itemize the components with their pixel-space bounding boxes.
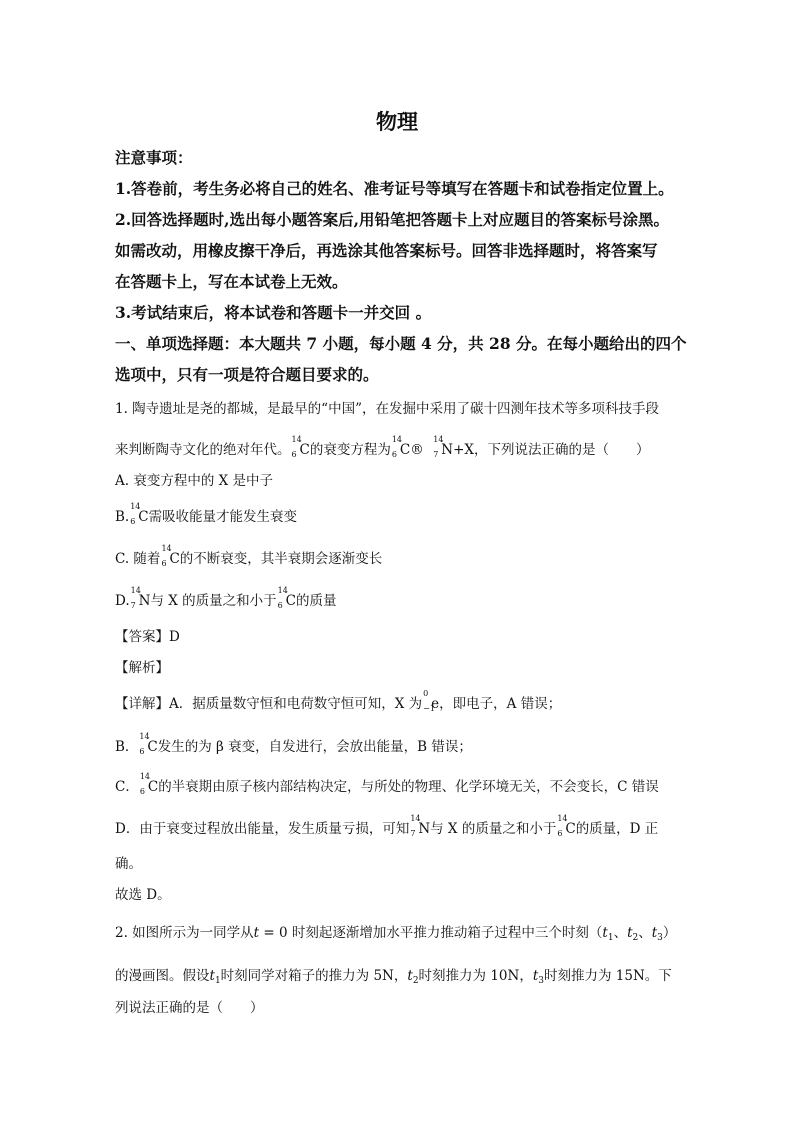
q1-option-b: B. 14 6 C需吸收能量才能发生衰变: [115, 502, 298, 526]
notice-item-3: 3.考试结束后，将本试卷和答题卡一并交回 。: [115, 303, 432, 322]
detail-d-cont: 确。: [115, 856, 142, 872]
detail-d: D．由于衰变过程放出能量，发生质量亏损，可知 14 7 N与 X 的质量之和小于 14 6 C的质量，D 正: [115, 814, 659, 838]
q2-stem-line1: 2. 如图所示为一同学从t = 0 时刻起逐渐增加水平推力推动箱子过程中三个时刻（$t_1$、$t_2$、$t_3$）: [115, 925, 677, 943]
q2-stem-line3: 列说法正确的是（ ）: [115, 1000, 264, 1016]
nuclide-c14: 14 6 C: [139, 772, 159, 796]
answer-line: [115, 625, 180, 645]
answer-value: D: [169, 629, 180, 645]
nuclide-c14: 14 6 C: [161, 544, 180, 568]
analysis-tag: 【解析】: [115, 660, 169, 676]
decay-arrow-glyph: ®: [410, 442, 424, 458]
answer-tag: 【答案】: [115, 629, 169, 645]
notice-item-2-cont2: 在答题卡上，写在本试卷上无效。: [115, 272, 348, 291]
q1-stem-line2: 来判断陶寺文化的绝对年代。 14 6 C的衰变方程为 14 6 C® 14 7 N+X，下列说法正确的是（ ）: [115, 435, 650, 459]
nuclide-c14: 14 6 C: [391, 435, 411, 459]
conclusion: 故选 D。: [115, 887, 171, 903]
nuclide-c14: 14 6 C: [139, 732, 158, 756]
q1-option-d: D. 14 7 N与 X 的质量之和小于 14 6 C的质量: [115, 586, 337, 610]
q1-stem-line1: 1. 陶寺遗址是尧的都城，是最早的“中国”，在发掘中采用了碳十四测年技术等多项科技手段: [115, 401, 659, 417]
notice-item-1: 1.答卷前，考生务必将自己的姓名、准考证号等填写在答题卡和试卷指定位置上。: [115, 179, 674, 198]
section-heading-cont: 选项中，只有一项是符合题目要求的。: [115, 365, 379, 384]
nuclide-electron: 0 −1 e: [423, 689, 440, 713]
detail-tag: 【详解】: [115, 696, 169, 712]
q2-stem-line2: 的漫画图。假设$t_1$时刻同学对箱子的推力为 5N，$t_2$时刻推力为 10N，$t_3$时刻推力为 15N。下: [115, 968, 672, 986]
nuclide-c14: 14 6 C: [291, 435, 310, 459]
nuclide-n14: 14 7 N: [130, 586, 151, 610]
detail-b: B． 14 6 C发生的为 β 衰变，自发进行，会放出能量，B 错误；: [115, 732, 472, 756]
section-heading: 一、单项选择题：本大题共 7 小题，每小题 4 分，共 28 分。在每小题给出的四个: [115, 334, 687, 353]
nuclide-c14: 14 6 C: [557, 814, 576, 838]
q1-option-a: A. 衰变方程中的 X 是中子: [115, 473, 274, 489]
nuclide-n14: 14 7 N: [433, 435, 454, 459]
notice-item-2: 2.回答选择题时,选出每小题答案后,用铅笔把答题卡上对应题目的答案标号涂黑。: [115, 210, 669, 229]
detail-a: 【详解】A．据质量数守恒和电荷数守恒可知，X 为 0 −1 e，即电子，A 错误；: [115, 689, 562, 713]
nuclide-c14: 14 6 C: [130, 502, 149, 526]
notice-heading: 注意事项：: [115, 148, 193, 167]
page-title: 物理: [376, 109, 418, 134]
nuclide-c14: 14 6 C: [277, 586, 296, 610]
notice-item-2-cont: 如需改动，用橡皮擦干净后，再选涂其他答案标号。回答非选择题时，将答案写: [115, 241, 658, 260]
q1-option-c: C. 随着 14 6 C的不断衰变，其半衰期会逐渐变长: [115, 544, 383, 568]
detail-c: C． 14 6 C的半衰期由原子核内部结构决定，与所处的物理、化学环境无关，不会变长，C 错误: [115, 772, 659, 796]
nuclide-n14: 14 7 N: [410, 814, 431, 838]
